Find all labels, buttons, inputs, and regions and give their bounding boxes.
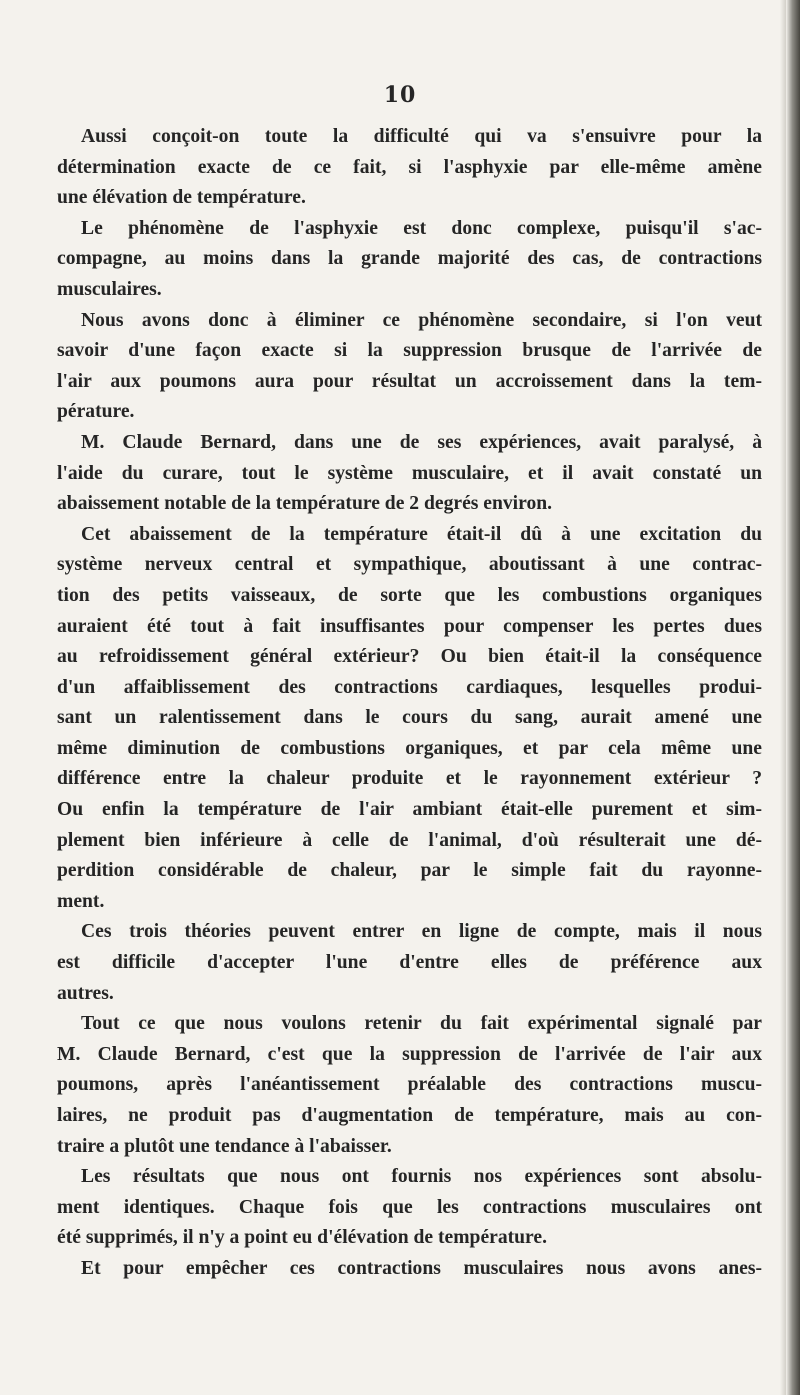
text-line: savoir d'une façon exacte si la suppression brusque de l'arrivée de xyxy=(57,340,762,362)
text-line: Ou enfin la température de l'air ambiant était-elle purement et sim- xyxy=(57,799,762,821)
text-line: même diminution de combustions organiques, et par cela même une xyxy=(57,737,762,759)
text-line: système nerveux central et sympathique, aboutissant à une contrac- xyxy=(57,554,762,576)
text-line: été supprimés, il n'y a point eu d'élévation de température. xyxy=(57,1227,547,1249)
text-line: d'un affaiblissement des contractions cardiaques, lesquelles produi- xyxy=(57,676,762,698)
text-line: compagne, au moins dans la grande majorité des cas, de contractions xyxy=(57,248,762,270)
text-line: différence entre la chaleur produite et le rayonnement extérieur ? xyxy=(57,768,762,790)
text-line: l'aide du curare, tout le système musculaire, et il avait constaté un xyxy=(57,462,762,484)
text-line: Aussi conçoit-on toute la difficulté qui va s'ensuivre pour la xyxy=(81,126,762,147)
page-number: 10 xyxy=(383,82,417,108)
text-line: une élévation de température. xyxy=(57,187,306,209)
body-text xyxy=(57,122,762,1285)
text-line: abaissement notable de la température de 2 degrés environ. xyxy=(57,493,553,515)
text-line: l'air aux poumons aura pour résultat un accroissement dans la tem- xyxy=(57,370,762,392)
text-line: au refroidissement général extérieur? Ou bien était-il la conséquence xyxy=(57,646,762,668)
text-line: Tout ce que nous voulons retenir du fait expérimental signalé par xyxy=(81,1013,762,1035)
text-line: est difficile d'accepter l'une d'entre elles de préférence aux xyxy=(57,952,762,974)
text-line: Cet abaissement de la température était-il dû à une excitation du xyxy=(81,523,762,545)
text-line: laires, ne produit pas d'augmentation de température, mais au con- xyxy=(57,1105,762,1126)
text-line: Le phénomène de l'asphyxie est donc complexe, puisqu'il s'ac- xyxy=(81,217,762,239)
text-line: pérature. xyxy=(57,401,135,423)
text-line: M. Claude Bernard, c'est que la suppression de l'arrivée de l'air aux xyxy=(57,1043,762,1065)
text-line: perdition considérable de chaleur, par le simple fait du rayonne- xyxy=(57,860,762,882)
text-line: musculaires. xyxy=(57,278,162,300)
text-line: tion des petits vaisseaux, de sorte que les combustions organiques xyxy=(57,584,762,606)
text-line: auraient été tout à fait insuffisantes pour compenser les pertes dues xyxy=(57,615,762,637)
text-line: traire a plutôt une tendance à l'abaisser. xyxy=(57,1135,392,1157)
text-line: Nous avons donc à éliminer ce phénomène secondaire, si l'on veut xyxy=(81,309,762,331)
text-line: Ces trois théories peuvent entrer en ligne de compte, mais il nous xyxy=(81,921,762,943)
text-line: ment identiques. Chaque fois que les contractions musculaires ont xyxy=(57,1196,762,1218)
text-line: poumons, après l'anéantissement préalable des contractions muscu- xyxy=(57,1074,762,1096)
text-line: Les résultats que nous ont fournis nos expériences sont absolu- xyxy=(81,1166,762,1188)
text-line: plement bien inférieure à celle de l'animal, d'où résulterait une dé- xyxy=(57,829,762,851)
text-line: sant un ralentissement dans le cours du sang, aurait amené une xyxy=(57,707,762,729)
text-line: ment. xyxy=(57,890,105,912)
text-line: M. Claude Bernard, dans une de ses expériences, avait paralysé, à xyxy=(81,431,762,453)
page-binding-edge xyxy=(786,0,800,1395)
text-line: détermination exacte de ce fait, si l'asphyxie par elle-même amène xyxy=(57,156,762,178)
text-line: autres. xyxy=(57,982,114,1004)
text-line: Et pour empêcher ces contractions musculaires nous avons anes- xyxy=(81,1257,762,1279)
